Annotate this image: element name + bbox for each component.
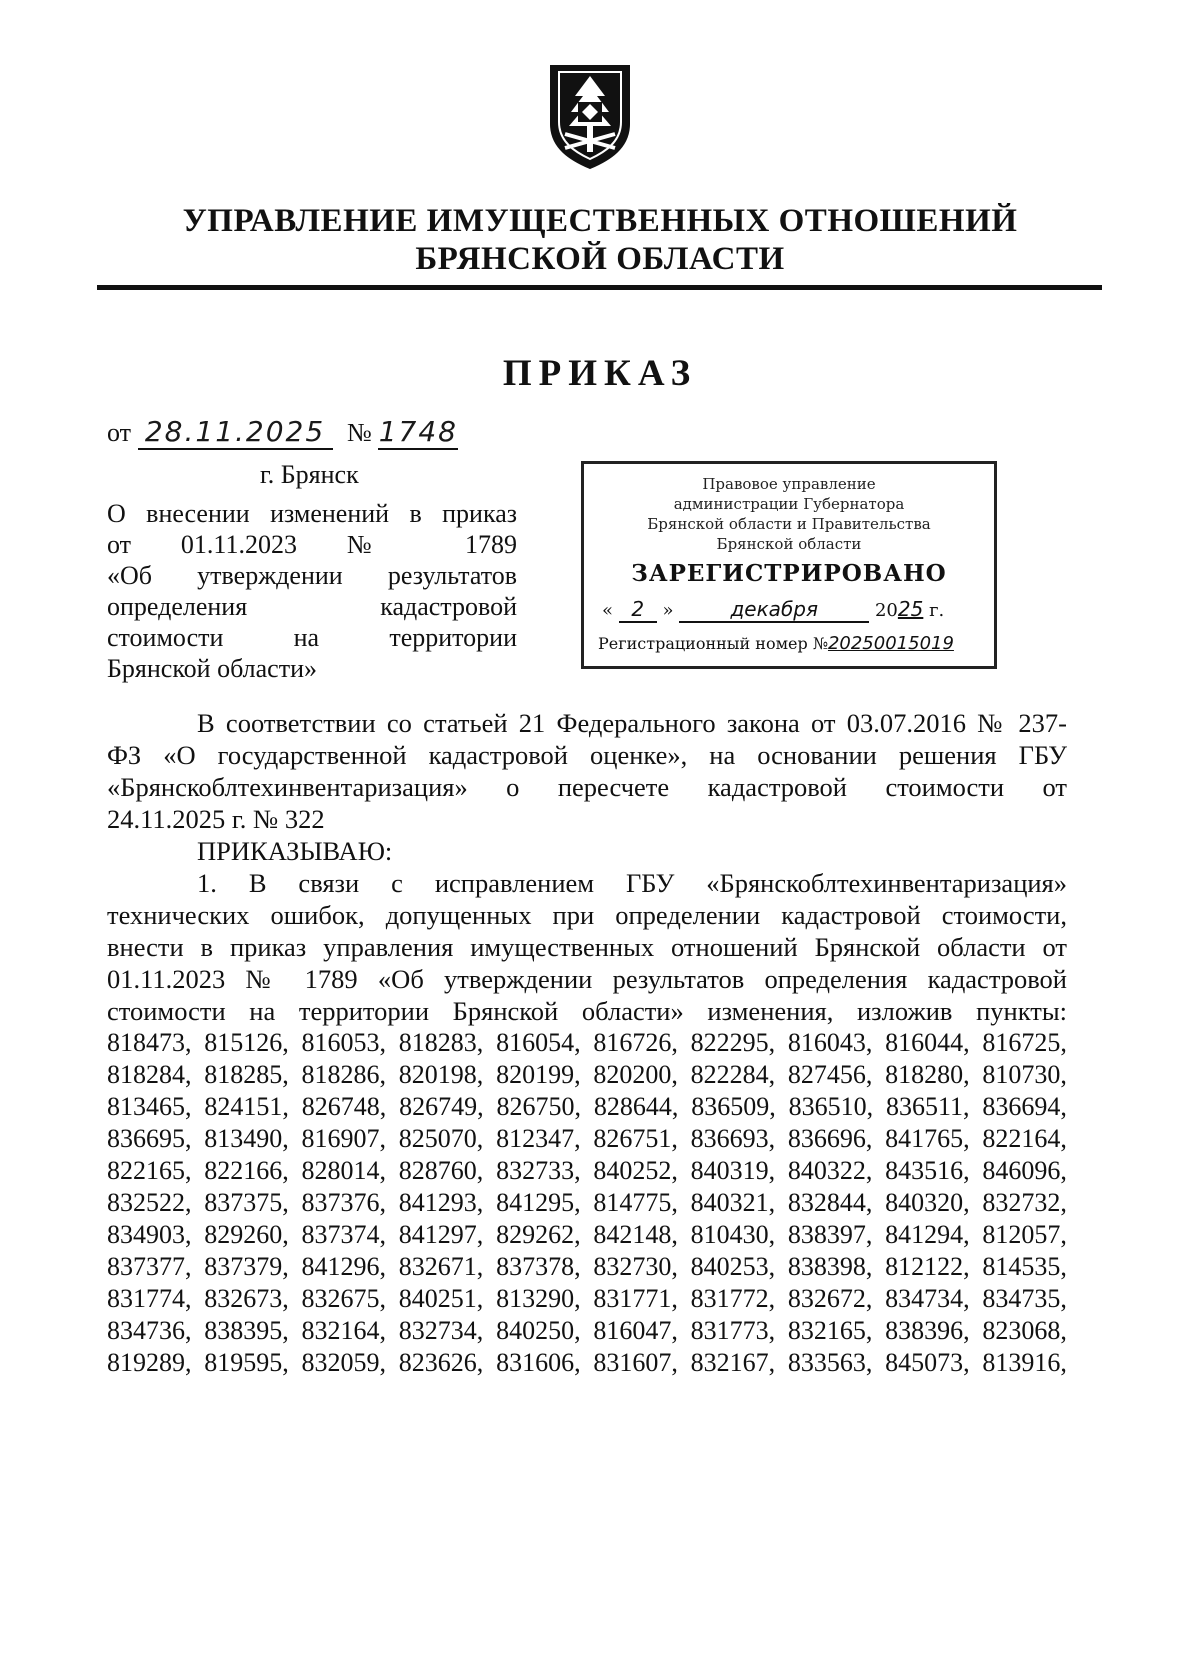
preamble-line: В соответствии со статьей 21 Федерального закона от 03.07.2016 № 237- xyxy=(197,708,1067,738)
subject-line: «Об утверждении результатов xyxy=(107,561,517,590)
item-number: 841296, xyxy=(301,1252,387,1281)
item-number: 826751, xyxy=(593,1124,678,1153)
order-date-number-line xyxy=(107,415,458,455)
item-number: 831773, xyxy=(690,1316,776,1345)
stamp-regnum-value: 20250015019 xyxy=(827,633,954,654)
stamp-line1: Правовое управление xyxy=(702,475,876,493)
item-number: 831774, xyxy=(107,1284,192,1313)
item-number: 826748, xyxy=(301,1092,387,1121)
item-number: 816907, xyxy=(301,1124,387,1153)
item-number: 834735, xyxy=(982,1284,1067,1313)
item-number: 841294, xyxy=(885,1220,970,1249)
item-number: 829262, xyxy=(496,1220,581,1249)
city: г. Брянск xyxy=(260,460,359,489)
item-number: 834903, xyxy=(107,1220,192,1249)
item-number: 823626, xyxy=(398,1348,484,1377)
item-number: 840252, xyxy=(593,1156,678,1185)
item-number: 840319, xyxy=(690,1156,776,1185)
item-number: 812122, xyxy=(885,1252,970,1281)
item-number: 832732, xyxy=(982,1188,1067,1217)
registration-stamp xyxy=(581,461,997,669)
numbers-row xyxy=(107,1027,1067,1059)
item-number: 815126, xyxy=(204,1028,289,1057)
stamp-line3: Брянской области и Правительства xyxy=(647,515,931,533)
preamble-line: «Брянскоблтехинвентаризация» о пересчете кадастровой стоимости от xyxy=(107,772,1067,802)
item-number: 822166, xyxy=(204,1156,289,1185)
item-number: 836509, xyxy=(691,1092,776,1121)
order-date-handwritten: 28.11.2025 xyxy=(138,415,333,450)
item-number: 818283, xyxy=(398,1028,484,1057)
item-number: 837374, xyxy=(301,1220,387,1249)
subject-line: Брянской области» xyxy=(107,654,317,683)
item-number: 820199, xyxy=(496,1060,581,1089)
item-number: 832672, xyxy=(787,1284,873,1313)
stamp-regnum-line xyxy=(584,633,994,654)
order-number-handwritten: 1748 xyxy=(378,415,458,448)
item1-line: технических ошибок, допущенных при определении кадастровой стоимости, xyxy=(107,900,1067,930)
numbers-row xyxy=(107,1091,1067,1123)
item-number: 827456, xyxy=(787,1060,873,1089)
numbers-row xyxy=(107,1155,1067,1187)
item-number: 832730, xyxy=(593,1252,678,1281)
item-number: 837378, xyxy=(496,1252,581,1281)
item-number: 826749, xyxy=(399,1092,484,1121)
item-number: 840322, xyxy=(787,1156,873,1185)
numbers-row xyxy=(107,1123,1067,1155)
item-number: 832671, xyxy=(398,1252,484,1281)
item-number: 837375, xyxy=(204,1188,289,1217)
item-number: 838397, xyxy=(787,1220,873,1249)
item-number: 832165, xyxy=(787,1316,873,1345)
stamp-line4: Брянской области xyxy=(716,535,862,553)
item-number: 841293, xyxy=(398,1188,484,1217)
item-number: 820198, xyxy=(398,1060,484,1089)
item-number: 831606, xyxy=(496,1348,581,1377)
item-number: 841297, xyxy=(398,1220,484,1249)
from-label: от xyxy=(107,418,132,447)
subject-line: стоимости на территории xyxy=(107,623,517,652)
preamble-line: ФЗ «О государственной кадастровой оценке», на основании решения ГБУ xyxy=(107,740,1067,770)
item1-line: 1. В связи с исправлением ГБУ «Брянскоблтехинвентаризация» xyxy=(197,868,1067,898)
stamp-year-end: г. xyxy=(929,600,945,621)
item-number: 825070, xyxy=(398,1124,484,1153)
stamp-quote-close: » xyxy=(662,600,674,621)
item-number: 832059, xyxy=(301,1348,387,1377)
stamp-registered: ЗАРЕГИСТРИРОВАНО xyxy=(631,560,947,587)
item-number: 819289, xyxy=(107,1348,192,1377)
coat-of-arms-emblem xyxy=(545,62,635,172)
item-number: 813916, xyxy=(982,1348,1067,1377)
item-number: 834734, xyxy=(885,1284,970,1313)
item-number: 816053, xyxy=(301,1028,387,1057)
item-number: 838395, xyxy=(204,1316,289,1345)
item-number: 837377, xyxy=(107,1252,192,1281)
item-number: 816054, xyxy=(496,1028,581,1057)
header-divider xyxy=(97,285,1102,290)
stamp-regnum-label: Регистрационный номер № xyxy=(598,634,828,653)
item-number: 823068, xyxy=(982,1316,1067,1345)
numbers-row xyxy=(107,1283,1067,1315)
item-number: 836694, xyxy=(982,1092,1067,1121)
item-number: 829260, xyxy=(204,1220,289,1249)
item-number: 832164, xyxy=(301,1316,387,1345)
item-number: 813490, xyxy=(204,1124,289,1153)
numbers-row xyxy=(107,1315,1067,1347)
preamble-line: 24.11.2025 г. № 322 xyxy=(107,804,325,834)
item-number: 831607, xyxy=(593,1348,678,1377)
numbers-row xyxy=(107,1219,1067,1251)
item-number: 818286, xyxy=(301,1060,387,1089)
item-number: 814535, xyxy=(982,1252,1067,1281)
numbers-row xyxy=(107,1059,1067,1091)
stamp-date xyxy=(584,597,994,623)
item-number: 832522, xyxy=(107,1188,192,1217)
item-number: 816047, xyxy=(593,1316,678,1345)
item-number: 828014, xyxy=(301,1156,387,1185)
item-number: 822284, xyxy=(690,1060,776,1089)
order-word: ПРИКАЗЫВАЮ: xyxy=(197,836,393,866)
item-number: 832167, xyxy=(690,1348,776,1377)
stamp-year-prefix: 20 xyxy=(874,600,898,621)
item-number: 816726, xyxy=(593,1028,678,1057)
item-number: 813465, xyxy=(107,1092,192,1121)
item-number: 837379, xyxy=(204,1252,289,1281)
organization-name-line1: УПРАВЛЕНИЕ ИМУЩЕСТВЕННЫХ ОТНОШЕНИЙ xyxy=(182,203,1018,239)
item-number: 846096, xyxy=(982,1156,1067,1185)
item-number: 832733, xyxy=(496,1156,581,1185)
subject-line: О внесении изменений в приказ xyxy=(107,499,517,528)
item-number: 841295, xyxy=(496,1188,581,1217)
item-number: 836696, xyxy=(787,1124,873,1153)
item1-line: внести в приказ управления имущественных отношений Брянской области от xyxy=(107,932,1067,962)
item-number: 812347, xyxy=(496,1124,581,1153)
stamp-quote-open: « xyxy=(602,600,614,621)
item-number: 832675, xyxy=(301,1284,387,1313)
item-number: 845073, xyxy=(885,1348,970,1377)
number-label: № xyxy=(347,418,372,447)
stamp-year-suffix: 25 xyxy=(897,597,924,621)
item-number: 818473, xyxy=(107,1028,192,1057)
organization-name-line2: БРЯНСКОЙ ОБЛАСТИ xyxy=(415,241,785,277)
item-number: 840251, xyxy=(398,1284,484,1313)
item-number: 820200, xyxy=(593,1060,678,1089)
item-number: 819595, xyxy=(204,1348,289,1377)
item-number: 841765, xyxy=(885,1124,970,1153)
item1-line: 01.11.2023 № 1789 «Об утверждении результатов определения кадастровой xyxy=(107,964,1067,994)
item-number: 836695, xyxy=(107,1124,192,1153)
item-number: 816044, xyxy=(885,1028,970,1057)
item-number: 812057, xyxy=(982,1220,1067,1249)
item-number: 831771, xyxy=(593,1284,678,1313)
item-number: 840250, xyxy=(496,1316,581,1345)
item-number: 842148, xyxy=(593,1220,678,1249)
item-number: 826750, xyxy=(496,1092,581,1121)
item-number: 836510, xyxy=(788,1092,874,1121)
subject-line: определения кадастровой xyxy=(107,592,517,621)
item-number: 816043, xyxy=(787,1028,873,1057)
item-number: 810430, xyxy=(690,1220,776,1249)
item-number: 832673, xyxy=(204,1284,289,1313)
item-number: 838398, xyxy=(787,1252,873,1281)
item1-line: стоимости на территории Брянской области» изменения, изложив пункты: xyxy=(107,996,1067,1026)
item-number: 836511, xyxy=(886,1092,970,1121)
numbers-row xyxy=(107,1347,1067,1379)
item-number: 840321, xyxy=(690,1188,776,1217)
item-number: 828644, xyxy=(593,1092,679,1121)
subject-line: от 01.11.2023 № 1789 xyxy=(107,530,517,559)
item-number: 824151, xyxy=(204,1092,289,1121)
item-number: 818280, xyxy=(885,1060,970,1089)
stamp-month: декабря xyxy=(679,597,869,623)
item-number: 828760, xyxy=(398,1156,484,1185)
item-number: 816725, xyxy=(982,1028,1067,1057)
item-number: 831772, xyxy=(690,1284,776,1313)
item-number: 822295, xyxy=(690,1028,776,1057)
item-number: 822164, xyxy=(982,1124,1067,1153)
item-number: 822165, xyxy=(107,1156,192,1185)
item-number: 810730, xyxy=(982,1060,1067,1089)
item-number: 840320, xyxy=(885,1188,970,1217)
stamp-day: 2 xyxy=(619,597,657,623)
item-number: 838396, xyxy=(885,1316,970,1345)
item-number: 837376, xyxy=(301,1188,387,1217)
document-title: ПРИКАЗ xyxy=(502,353,698,394)
item-number: 836693, xyxy=(690,1124,776,1153)
item-number: 840253, xyxy=(690,1252,776,1281)
item-number: 834736, xyxy=(107,1316,192,1345)
item-number: 843516, xyxy=(885,1156,970,1185)
item-number: 818285, xyxy=(204,1060,289,1089)
item-number: 832844, xyxy=(787,1188,873,1217)
item-number: 832734, xyxy=(398,1316,484,1345)
item-number: 813290, xyxy=(496,1284,581,1313)
item-number: 833563, xyxy=(787,1348,873,1377)
stamp-line2: администрации Губернатора xyxy=(673,495,905,513)
numbers-row xyxy=(107,1187,1067,1219)
item-number: 818284, xyxy=(107,1060,192,1089)
numbers-row xyxy=(107,1251,1067,1283)
item-number: 814775, xyxy=(593,1188,678,1217)
